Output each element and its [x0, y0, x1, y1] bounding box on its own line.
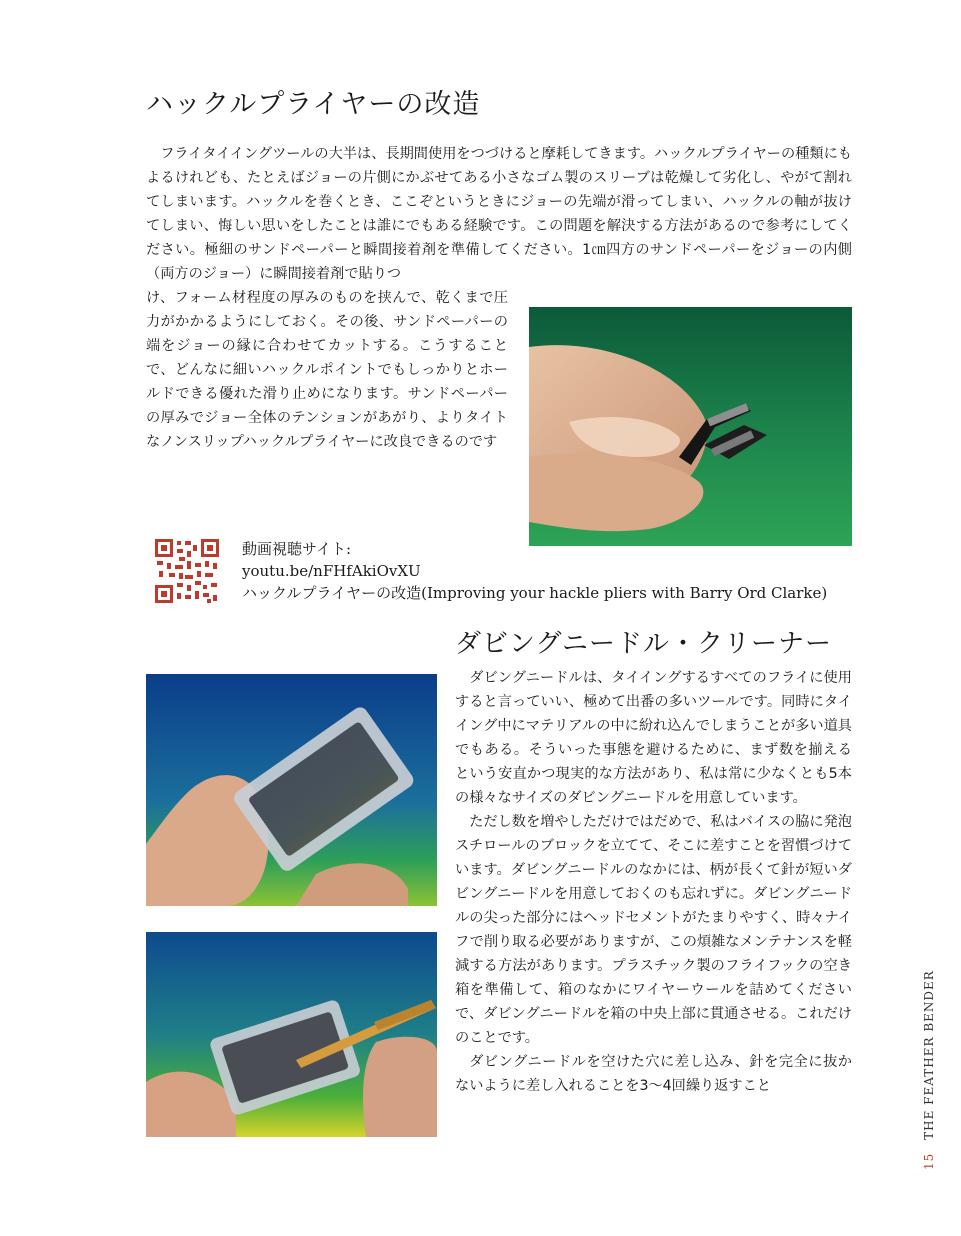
- section-title-hackle-pliers: ハックルプライヤーの改造: [146, 89, 481, 120]
- dubbing-paragraph-3: ダビングニードルを空けた穴に差し込み、針を完全に抜かないように差し入れることを3～4回繰り返すこと: [455, 1054, 852, 1094]
- hackle-paragraph-narrow: [146, 286, 508, 454]
- magazine-name: THE FEATHER BENDER: [922, 970, 936, 1140]
- video-caption: ハックルプライヤーの改造(Improving your hackle pliers with Barry Ord Clarke): [242, 584, 828, 602]
- hackle-paragraph-full: [146, 142, 852, 286]
- needle-inserted-photo: [146, 932, 437, 1137]
- needle-cleaner-box-photo: [146, 674, 437, 906]
- dubbing-paragraphs: [455, 666, 852, 1098]
- dubbing-paragraph-1: ダビングニードルは、タイイングするすべてのフライに使用すると言っていい、極めて出番の多いツールです。同時にタイイング中にマテリアルの中に紛れ込んでしまうことが多い道具でもある。そういった事態を避けるために、まず数を揃えるという安直かつ現実的な方法があり、私は常に少なくとも5本の様々なサイズのダビングニードルを用意しています。: [455, 670, 852, 806]
- page-number: 15: [922, 1152, 936, 1170]
- section-title-dubbing-needle-cleaner: ダビングニードル・クリーナー: [455, 629, 832, 659]
- hackle-paragraph-full-text: フライタイイングツールの大半は、長期間使用をつづけると摩耗してきます。ハックルプライヤーの種類にもよるけれども、たとえばジョーの片側にかぶせてある小さなゴム製のスリーブは乾燥して劣化し、やがて割れてしまいます。ハックルを巻くとき、ここぞというときにジョーの先端が滑ってしまい、ハックルの軸が抜けてしまい、悔しい思いをしたことは誰にでもある経験です。この問題を解決する方法があるので参考にしてください。極細のサンドペーパーと瞬間接着剤を準備してください。1㎝四方のサンドペーパーをジョーの内側（両方のジョー）に瞬間接着剤で貼りつ: [146, 146, 852, 282]
- hackle-pliers-photo: [529, 307, 852, 546]
- page-footer: [922, 970, 936, 1170]
- video-url-link[interactable]: youtu.be/nFHfAkiOvXU: [242, 562, 421, 580]
- qr-code-icon[interactable]: [155, 539, 219, 603]
- video-label: 動画視聴サイト:: [242, 540, 352, 558]
- dubbing-paragraph-2: ただし数を増やしただけではだめで、私はバイスの脇に発泡スチロールのブロックを立てて、そこに差すことを習慣づけています。ダビングニードルのなかには、柄が長くて針が短いダビングニードルを用意しておくのも忘れずに。ダビングニードルの尖った部分にはヘッドセメントがたまりやすく、時々ナイフで削り取る必要がありますが、この煩雑なメンテナンスを軽減する方法があります。プラスチック製のフライフックの空き箱を準備して、箱のなかにワイヤーウールを詰めてくださいで、ダビングニードルを箱の中央上部に貫通させる。これだけのことです。: [455, 814, 852, 1046]
- hackle-paragraph-narrow-text: け、フォーム材程度の厚みのものを挟んで、乾くまで圧力がかかるようにしておく。その後、サンドペーパーの端をジョーの縁に合わせてカットする。こうすることで、どんなに細いハックルポイントでもしっかりとホールドできる優れた滑り止めになります。サンドペーパーの厚みでジョー全体のテンションがあがり、よりタイトなノンスリップハックルプライヤーに改良できるのです: [146, 290, 508, 450]
- video-info: [242, 538, 862, 604]
